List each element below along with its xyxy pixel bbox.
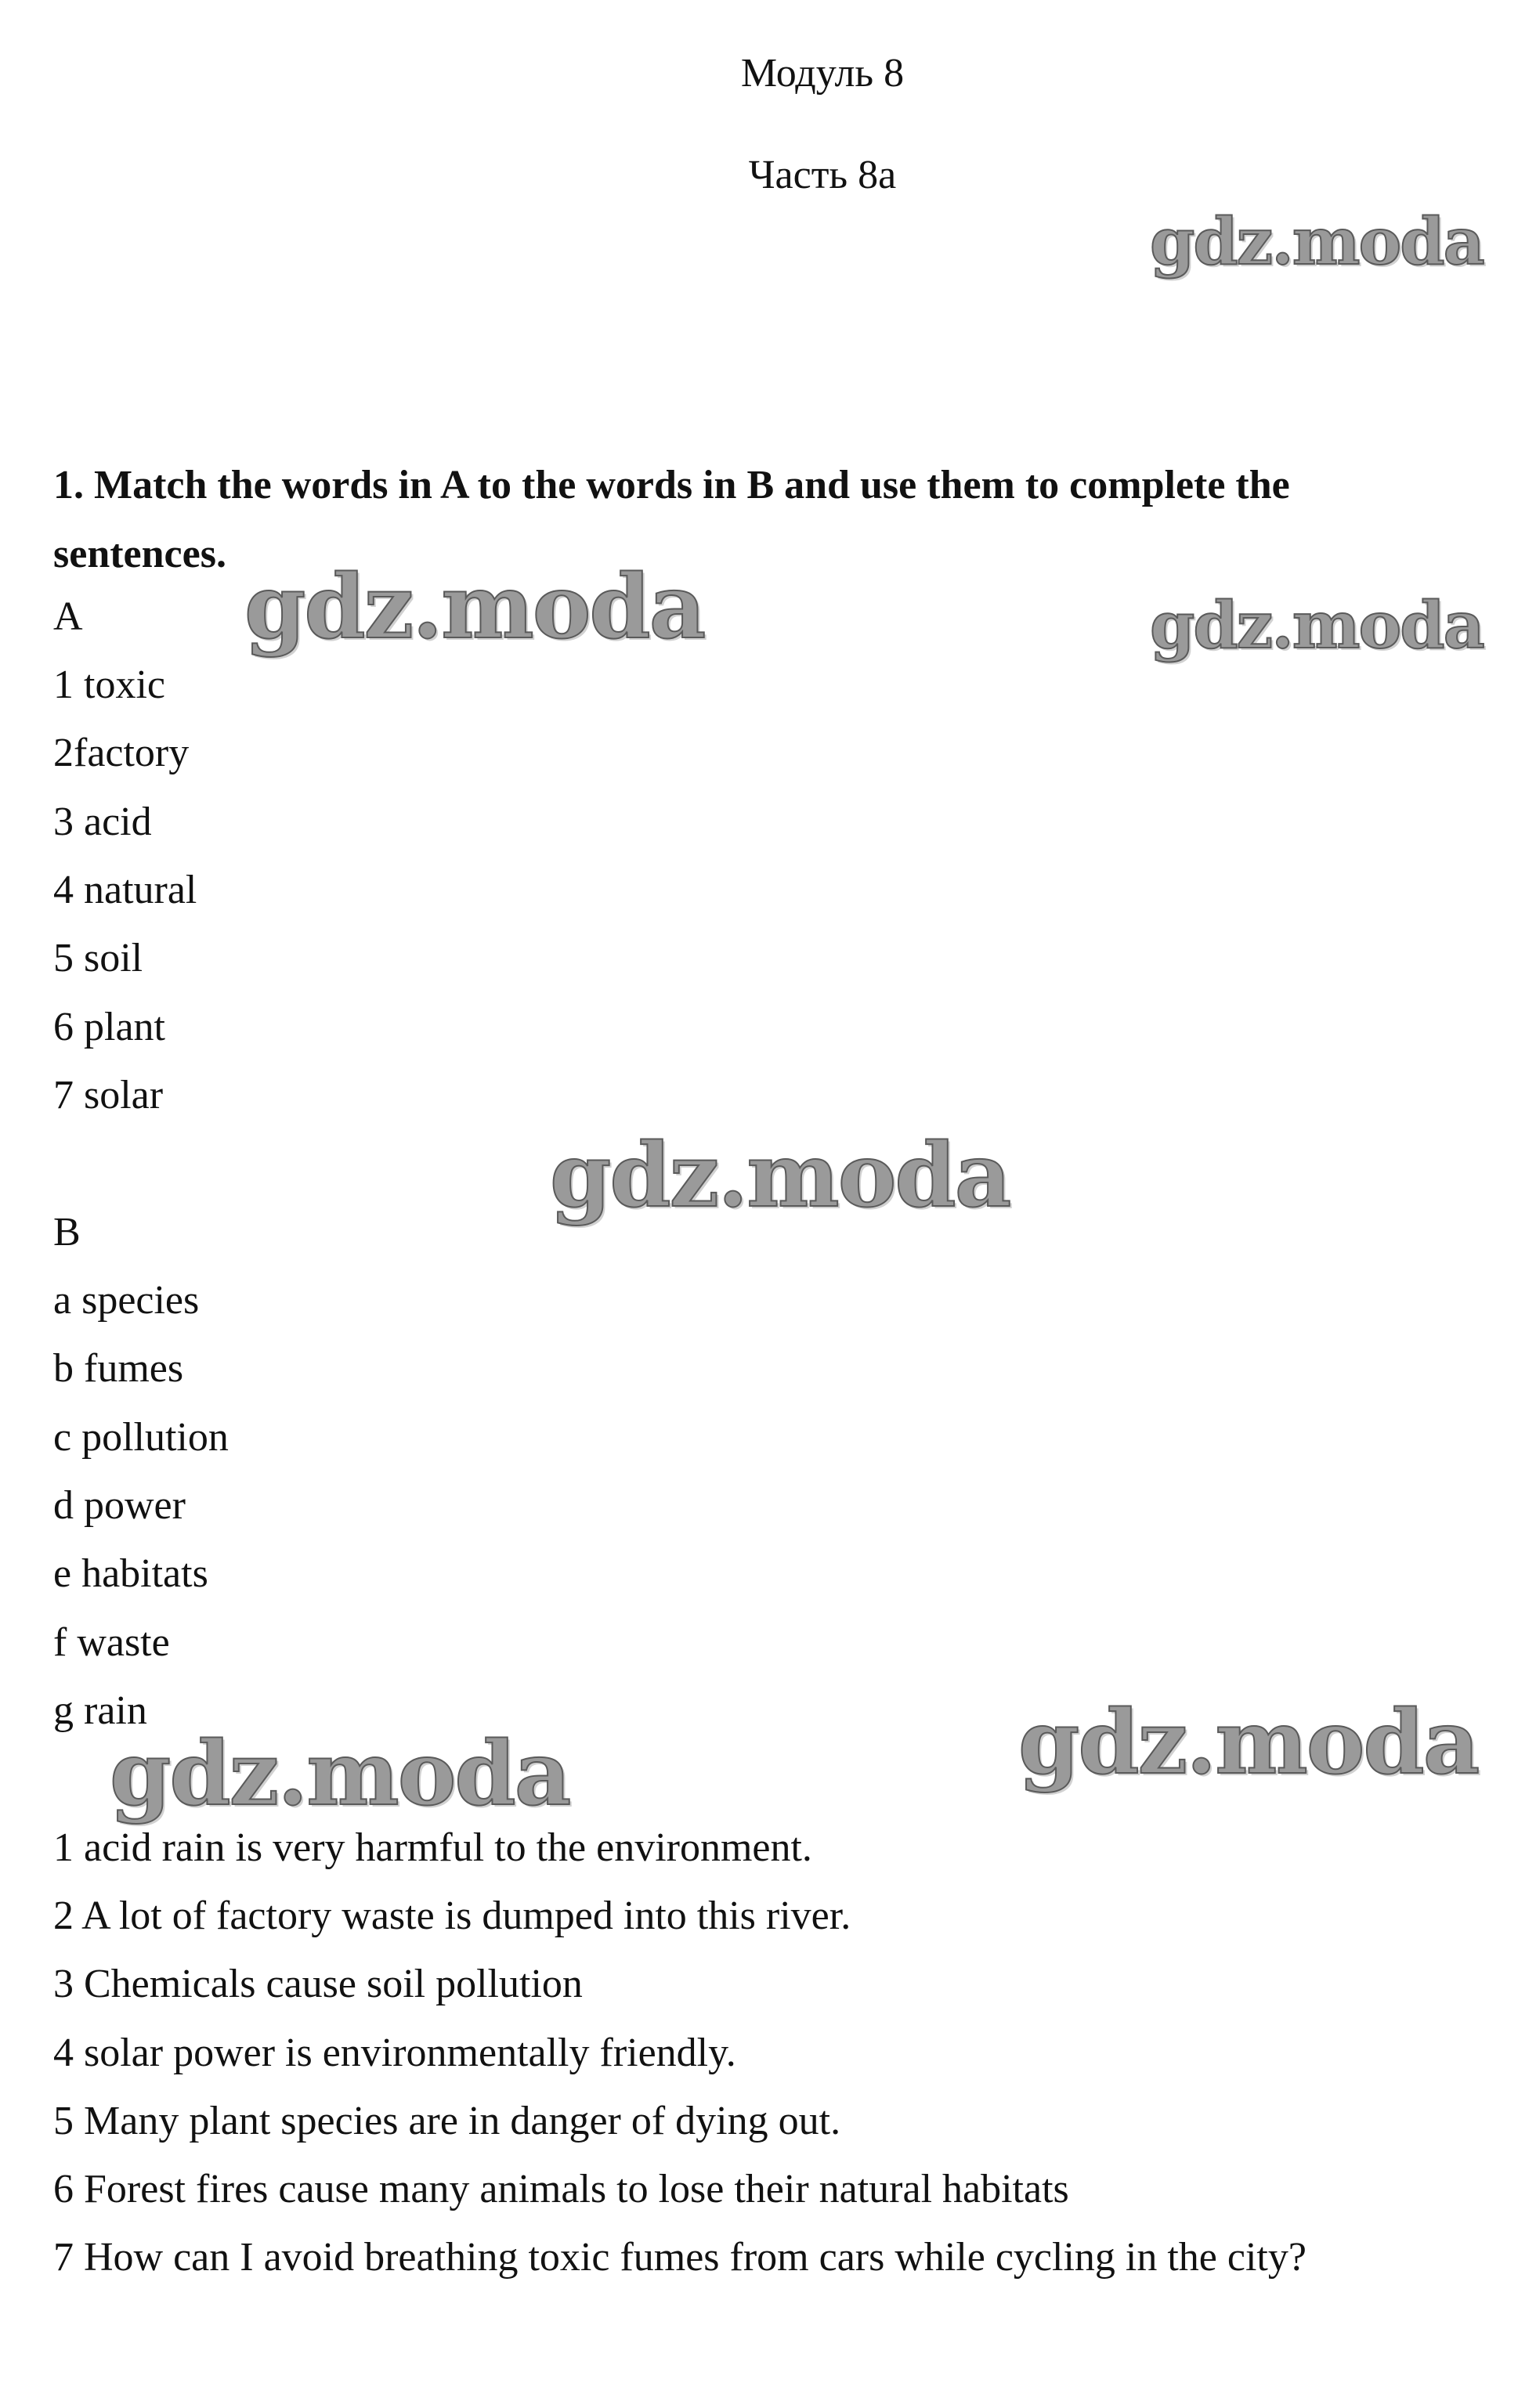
column-b-item: g rain xyxy=(53,1688,147,1733)
column-a-item: 4 natural xyxy=(53,868,197,912)
watermark-logo: gdz.moda xyxy=(550,1125,1010,1227)
column-b-item: f waste xyxy=(53,1620,170,1665)
watermark-logo: gdz.moda xyxy=(1150,204,1484,280)
answer-sentence: 4 solar power is environmentally friendly. xyxy=(53,2031,736,2075)
column-b-item: e habitats xyxy=(53,1551,208,1596)
column-a-item: 7 solar xyxy=(53,1073,164,1117)
column-a-item: 5 soil xyxy=(53,936,143,980)
watermark-logo: gdz.moda xyxy=(244,556,705,659)
column-a-label: A xyxy=(53,594,83,639)
column-b-label: B xyxy=(53,1210,81,1255)
column-b-item: a species xyxy=(53,1278,200,1323)
column-a-item: 1 toxic xyxy=(53,662,165,707)
part-title: Часть 8а xyxy=(748,153,897,197)
answer-sentence: 2 A lot of factory waste is dumped into this river. xyxy=(53,1894,851,1938)
watermark-logo: gdz.moda xyxy=(1018,1691,1479,1794)
answer-sentence: 1 acid rain is very harmful to the environment. xyxy=(53,1825,812,1870)
answer-sentence: 7 How can I avoid breathing toxic fumes from cars while cycling in the city? xyxy=(53,2235,1307,2280)
watermark-logo: gdz.moda xyxy=(1150,588,1484,663)
task-instruction: 1. Match the words in A to the words in B and use them to complete the sentences. xyxy=(53,463,1290,576)
column-b-item: b fumes xyxy=(53,1346,184,1391)
column-a-item: 2factory xyxy=(53,731,190,775)
column-b-item: d power xyxy=(53,1483,186,1528)
watermark-logo: gdz.moda xyxy=(110,1723,570,1825)
module-title: Модуль 8 xyxy=(740,51,905,96)
column-a-item: 3 acid xyxy=(53,800,152,844)
column-a-item: 6 plant xyxy=(53,1005,165,1049)
answer-sentence: 6 Forest fires cause many animals to lose their natural habitats xyxy=(53,2167,1069,2211)
answer-sentence: 5 Many plant species are in danger of dying out. xyxy=(53,2099,841,2143)
answer-sentence: 3 Chemicals cause soil pollution xyxy=(53,1962,583,2006)
column-b-item: c pollution xyxy=(53,1415,229,1460)
